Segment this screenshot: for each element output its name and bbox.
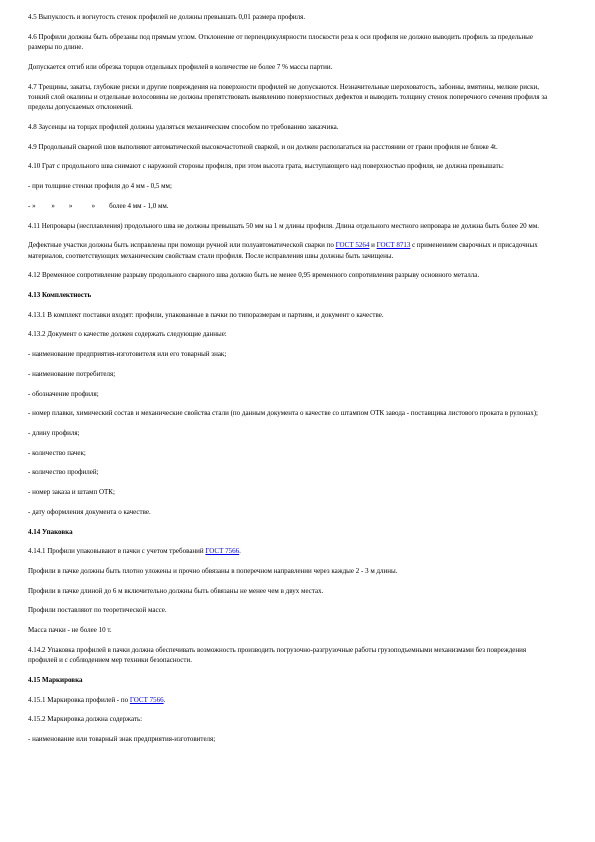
list-item-wall-over-4mm: - » » » » более 4 мм - 1,0 мм. [28, 201, 169, 210]
paragraph-theoretical-mass: Профили поставляют по теоретической массе. [28, 606, 167, 615]
paragraph-4-15-2: 4.15.2 Маркировка должна содержать: [28, 715, 143, 724]
paragraph-4-9: 4.9 Продольный сварной шов выполняют автоматической высокочастотной сваркой, и он должен располагаться на расстоянии от грани профиля не ближе 4t. [28, 142, 498, 151]
paragraph-text: . [239, 547, 241, 556]
list-item-wall-up-to-4mm: - при толщине стенки профиля до 4 мм - 0,5 мм; [28, 182, 172, 191]
paragraph-text: с применением сварочных и присадочных материалов, соответствующих механическим свойствам стали профиля. После исправления швы должны быть зачищены. [28, 241, 538, 260]
paragraph-4-12: 4.12 Временное сопротивление разрыву продольного сварного шва должно быть не менее 0,95 временного сопротивления разрыву основного металла. [28, 271, 480, 280]
paragraph-4-15-1 [28, 695, 553, 705]
heading-4-13: 4.13 Комплектность [28, 291, 92, 300]
link-gost-8713[interactable]: ГОСТ 8713 [376, 241, 411, 250]
paragraph-bundle-6m: Профили в пачке длиной до 6 м включительно должны быть обвязаны не менее чем в двух местах. [28, 586, 324, 595]
list-item: - наименование потребителя; [28, 369, 116, 378]
list-item: - дату оформления документа о качестве. [28, 507, 151, 516]
heading-4-15: 4.15 Маркировка [28, 675, 83, 684]
paragraph-bundle-binding: Профили в пачке должны быть плотно уложены и прочно обвязаны в поперечном направлении через каждые 2 - 3 м длины. [28, 566, 398, 575]
paragraph-text: 4.14.1 Профили упаковывают в пачки с учетом требований [28, 547, 206, 556]
list-item: - длину профиля; [28, 428, 80, 437]
paragraph-text: и [369, 241, 377, 250]
paragraph-defect-repair [28, 240, 553, 261]
list-item: - наименование предприятия-изготовителя или его товарный знак; [28, 350, 227, 359]
paragraph-4-13-1: 4.13.1 В комплект поставки входят: профили, упакованные в пачки по типоразмерам и партиям, и документ о качестве. [28, 310, 384, 319]
paragraph-4-10: 4.10 Грат с продольного шва снимают с наружной стороны профиля, при этом высота грата, выступающего над поверхностью профиля, не должна превышать: [28, 162, 504, 171]
paragraph-4-14-1 [28, 546, 553, 556]
list-item: - количество профилей; [28, 468, 99, 477]
document-page [28, 12, 553, 754]
paragraph-text: 4.15.1 Маркировка профилей - по [28, 695, 130, 704]
list-item: - количество пачек; [28, 448, 86, 457]
paragraph-bundle-mass: Масса пачки - не более 10 т. [28, 626, 112, 635]
paragraph-4-6: 4.6 Профили должны быть обрезаны под прямым углом. Отклонение от перпендикулярности плоскости реза к оси профиля не должно выводить профиль за предельные размеры по длине. [28, 32, 533, 52]
list-item: - наименование или товарный знак предприятия-изготовителя; [28, 734, 216, 743]
link-gost-5264[interactable]: ГОСТ 5264 [335, 241, 370, 250]
paragraph-4-13-2: 4.13.2 Документ о качестве должен содержать следующие данные: [28, 330, 227, 339]
list-item: - номер заказа и штамп ОТК; [28, 488, 115, 497]
paragraph-4-14-2: 4.14.2 Упаковка профилей в пачки должна обеспечивать возможность производить погрузочно-разгрузочные работы грузоподъемными механизмами без повреждения профилей и с соблюдением мер техники безопасности. [28, 645, 527, 665]
paragraph-4-7: 4.7 Трещины, закаты, глубокие риски и другие повреждения на поверхности профилей не допускаются. Незначительные шероховатость, забоины, вмятины, мелкие риски, тонкий слой окалины и отдельные волосовины не должны препятствовать выявлению поверхностных дефектов и выводить толщину стенок поперечного сечения профиля за пределы допускаемых отклонений. [28, 82, 548, 112]
paragraph-4-11: 4.11 Непровары (несплавления) продольного шва не должны превышать 50 мм на 1 м длины профиля. Длина отдельного местного непровара не должна быть более 20 мм. [28, 221, 540, 230]
list-item: - обозначение профиля; [28, 389, 99, 398]
paragraph-text: . [163, 695, 166, 704]
heading-4-14: 4.14 Упаковка [28, 527, 73, 536]
list-item: - номер плавки, химический состав и механические свойства стали (по данным документа о качестве со штампом ОТК завода - поставщика листового проката в рулонах); [28, 409, 538, 418]
paragraph-4-8: 4.8 Заусенцы на торцах профилей должны удаляться механическим способом по требованию заказчика. [28, 123, 339, 132]
link-gost-7566[interactable]: ГОСТ 7566 [205, 547, 240, 556]
paragraph-4-5: 4.5 Выпуклость и вогнутость стенок профилей не должны превышать 0,01 размера профиля. [28, 13, 306, 21]
paragraph-text: Дефектные участки должны быть исправлены при помощи ручной или полуавтоматической сварки по [28, 241, 336, 250]
paragraph-trim-allowance: Допускается отгиб или обрезка торцов отдельных профилей в количестве не более 7 % массы партии. [28, 62, 333, 71]
link-gost-7566[interactable]: ГОСТ 7566 [129, 695, 164, 704]
